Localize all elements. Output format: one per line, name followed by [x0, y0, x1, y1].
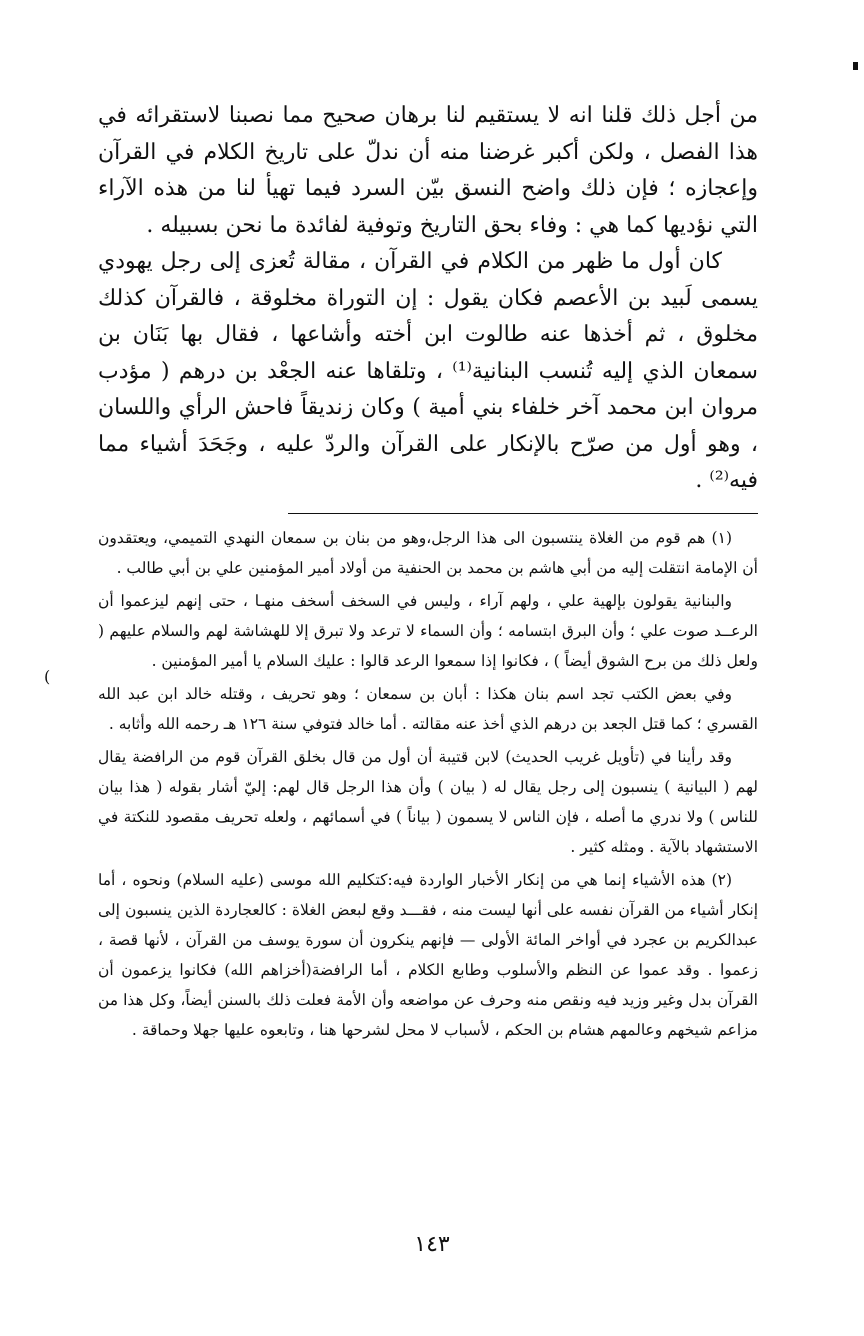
- footnote-2: (٢) هذه الأشياء إنما هي من إنكار الأخبار الواردة فيه:كتكليم الله موسى (عليه السلام) ونحوه ، أما إنكار أشياء من القرآن نفسه على أنها ليست منه ، فقـــد وقع لبعض الغلاة : كالعجاردة الذين ينسبون إلى عبدالكريم بن عجرد في أواخر المائة الأولى — فإنهم ينكرون أن سورة يوسف من القرآن ، لأنها قصة ، زعموا . وقد عموا عن النظم والأسلوب وطابع الكلام ، أما الرافضة(أخزاهم الله) فكانوا يزعمون أن القرآن بدل وغير وزيد فيه ونقص منه وحرف عن مواضعه وأن الأمة فعلت ذلك بالسنن أيضاً، وكل هذا من مزاعم شيخهم وعالمهم هشام بن الحكم ، لأسباب لا محل لشرحها هنا ، وتابعوه عليها جهلا وحماقة .: [98, 871, 758, 1039]
- footnote-1-continued-c: وقد رأينا في (تأويل غريب الحديث) لابن قتيبة أن أول من قال بخلق القرآن قوم من الرافضة يقال لهم ( البيانية ) ينسبون إلى رجل يقال له ( بيان ) وأن هذا الرجل قال لهم: إليّ أشار بقوله ( هذا بيان للناس ) ولا ندري ما أصله ، فإن الناس لا يسمون ( بياناً ) في أسمائهم ، ولعله تحريف مقصود للنكتة في الاستشهاد بالآية . ومثله كثير .: [98, 748, 758, 856]
- edge-mark: [853, 62, 858, 70]
- margin-bracket-mark: (: [44, 667, 51, 686]
- footnote-1-continued-b: وفي بعض الكتب تجد اسم بنان هكذا : أبان بن سمعان ؛ وهو تحريف ، وقتله خالد ابن عبد الله القسري ؛ كما قتل الجعد بن درهم الذي أخذ عنه مقالته . أما خالد فتوفي سنة ١٢٦ هـ رحمه الله وأثابه .: [98, 685, 758, 733]
- footnotes: [98, 523, 758, 1048]
- body-paragraph-1: من أجل ذلك قلنا انه لا يستقيم لنا برهان صحيح مما نصبنا لاستقرائه في هذا الفصل ، ولكن أكبر غرضنا منه أن ندلّ على تاريخ الكلام في القرآن وإعجازه ؛ فإن ذلك واضح النسق بيّن السرد فيما تهيأ لنا من هذه الآراء التي نؤديها كما هي : وفاء بحق التاريخ وتوفية لفائدة ما نحن بسبيله .: [98, 103, 758, 238]
- page-number: ١٤٣: [414, 1232, 450, 1257]
- body-paragraph-2: كان أول ما ظهر من الكلام في القرآن ، مقالة تُعزى إلى رجل يهودي يسمى لَبيد بن الأعصم فكان يقول : إن التوراة مخلوقة ، فالقرآن كذلك مخلوق ، ثم أخذها عنه طالوت ابن أخته وأشاعها ، فقال بها بَنَان بن سمعان الذي إليه تُنسب البنانية⁽¹⁾ ، وتلقاها عنه الجعْد بن درهم ( مؤدب مروان ابن محمد آخر خلفاء بني أمية ) وكان زنديقاً فاحش الرأي واللسان ، وهو أول من صرّح بالإنكار على القرآن والردّ عليه ، وجَحَدَ أشياء مما فيه⁽²⁾ .: [98, 249, 758, 493]
- footnote-1: (١) هم قوم من الغلاة ينتسبون الى هذا الرجل،وهو من بنان بن سمعان النهدي التميمي، ويعتقدون أن الإمامة انتقلت إليه من أبي هاشم بن محمد بن الحنفية من أولاد أمير المؤمنين علي بن أبي طالب .: [98, 529, 758, 577]
- footnote-1-continued-a: والبنانية يقولون بإلهية علي ، ولهم آراء ، وليس في السخف أسخف منهـا ، حتى إنهم ليزعموا أن الرعــد صوت علي ؛ وأن البرق ابتسامه ؛ وأن السماء لا ترعد ولا تبرق إلا للهشاشة لهم والسلام عليهم ( ولعل ذلك من برح الشوق أيضاً ) ، فكانوا إذا سمعوا الرعد قالوا : عليك السلام يا أمير المؤمنين .: [98, 592, 758, 670]
- footnote-separator: [288, 513, 758, 514]
- main-text: [98, 98, 758, 500]
